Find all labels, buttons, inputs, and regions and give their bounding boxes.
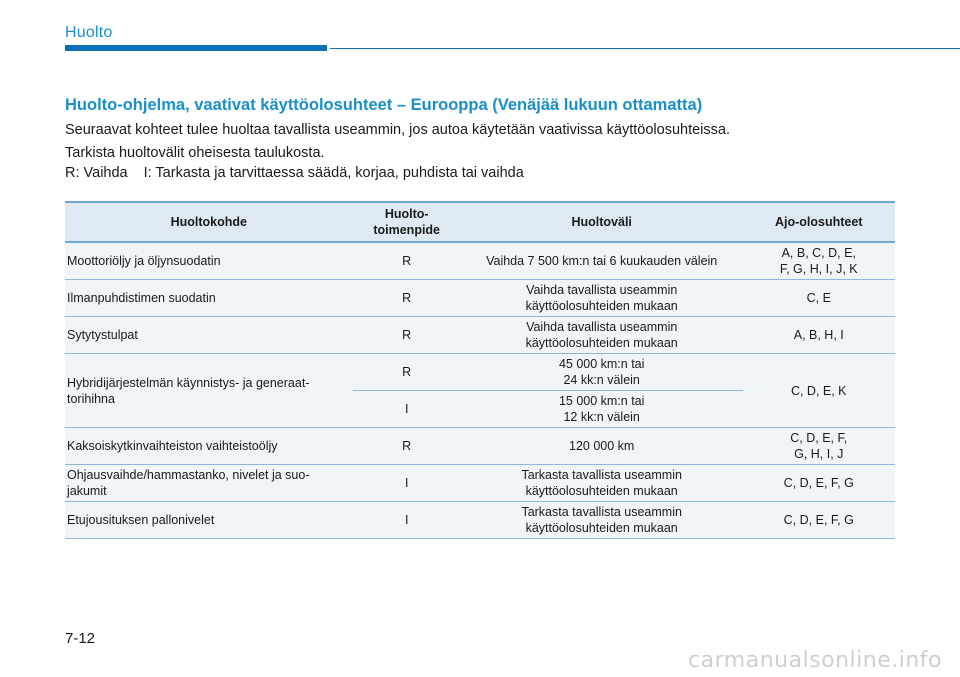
item-line-1: Ohjausvaihde/hammastanko, nivelet ja suo- (67, 468, 310, 482)
interval-line-2: käyttöolosuhteiden mukaan (525, 484, 678, 498)
cell-interval (461, 391, 743, 428)
intro-line-2: Tarkista huoltovälit oheisesta taulukosta. (65, 145, 325, 161)
table-row (65, 502, 895, 539)
cell-conditions: C, D, E, F, G (743, 465, 896, 502)
cell-conditions (743, 242, 896, 280)
cell-action: I (353, 502, 461, 539)
interval-line-1: Tarkasta tavallista useammin (521, 505, 682, 519)
cell-interval (461, 280, 743, 317)
cell-item: Kaksoiskytkinvaihteiston vaihteistoöljy (65, 428, 353, 465)
interval-line-2: käyttöolosuhteiden mukaan (525, 521, 678, 535)
cond-line-2: G, H, I, J (794, 447, 844, 461)
item-line-1: Hybridijärjestelmän käynnistys- ja generaat- (67, 375, 310, 390)
cell-interval: Vaihda 7 500 km:n tai 6 kuukauden välein (461, 242, 743, 280)
interval-line-2: 12 kk:n välein (563, 410, 640, 424)
cond-line-1: A, B, C, D, E, (781, 246, 856, 260)
header-rule-thin (330, 48, 960, 49)
cond-line-2: F, G, H, I, J, K (779, 262, 858, 276)
interval-line-1: Vaihda tavallista useammin (526, 283, 678, 297)
item-line-2: jakumit (67, 484, 107, 498)
cell-action: R (353, 280, 461, 317)
cell-item: Sytytystulpat (65, 317, 353, 354)
header-item: Huoltokohde (65, 202, 353, 242)
cell-conditions: A, B, H, I (743, 317, 896, 354)
table-row (65, 465, 895, 502)
header-rule-thick (65, 45, 327, 51)
section-title: Huolto (65, 24, 113, 41)
cell-action: I (353, 465, 461, 502)
cell-item: Etujousituksen pallonivelet (65, 502, 353, 539)
table-row (65, 317, 895, 354)
cell-interval (461, 317, 743, 354)
cell-item: Ilmanpuhdistimen suodatin (65, 280, 353, 317)
cell-conditions: C, D, E, K (743, 354, 896, 428)
cell-action: R (353, 354, 461, 391)
cell-conditions: C, E (743, 280, 896, 317)
header-action-line-1: Huolto- (384, 207, 429, 221)
cell-item (65, 354, 353, 428)
page-heading: Huolto-ohjelma, vaativat käyttöolosuhteet – Eurooppa (Venäjää lukuun ottamatta) (65, 96, 703, 114)
header-conditions: Ajo-olosuhteet (743, 202, 896, 242)
cell-action: R (353, 242, 461, 280)
cell-interval: 120 000 km (461, 428, 743, 465)
cell-item (65, 465, 353, 502)
table-header-row (65, 202, 895, 242)
table-row (65, 428, 895, 465)
cell-action: R (353, 317, 461, 354)
cell-conditions: C, D, E, F, G (743, 502, 896, 539)
legend-replace: R: Vaihda (65, 165, 128, 181)
table-row (65, 242, 895, 280)
cell-interval (461, 502, 743, 539)
interval-line-1: Vaihda tavallista useammin (526, 320, 678, 334)
legend-inspect: I: Tarkasta ja tarvittaessa säädä, korjaa, puhdista tai vaihda (143, 165, 524, 181)
item-line-2: torihihna (67, 391, 115, 406)
cell-action: I (353, 391, 461, 428)
cell-action: R (353, 428, 461, 465)
header-action-line-2: toimenpide (373, 223, 441, 237)
interval-line-2: 24 kk:n välein (563, 373, 640, 387)
interval-line-1: 45 000 km:n tai (558, 357, 645, 371)
interval-line-1: 15 000 km:n tai (558, 394, 645, 408)
cell-interval (461, 465, 743, 502)
table-row (65, 354, 895, 391)
maintenance-table (65, 201, 895, 539)
header-interval: Huoltoväli (461, 202, 743, 242)
header-action (353, 202, 461, 242)
watermark: carmanualsonline.info (688, 648, 942, 673)
legend-line (65, 165, 524, 181)
table-row (65, 280, 895, 317)
intro-line-1: Seuraavat kohteet tulee huoltaa tavallista useammin, jos autoa käytetään vaativissa käyttöolosuhteissa. (65, 122, 730, 138)
cell-interval (461, 354, 743, 391)
interval-line-2: käyttöolosuhteiden mukaan (525, 299, 678, 313)
interval-line-2: käyttöolosuhteiden mukaan (525, 336, 678, 350)
interval-line-1: Tarkasta tavallista useammin (521, 468, 682, 482)
cell-item: Moottoriöljy ja öljynsuodatin (65, 242, 353, 280)
cond-line-1: C, D, E, F, (790, 431, 848, 445)
cell-conditions (743, 428, 896, 465)
page-number: 7-12 (65, 630, 96, 647)
